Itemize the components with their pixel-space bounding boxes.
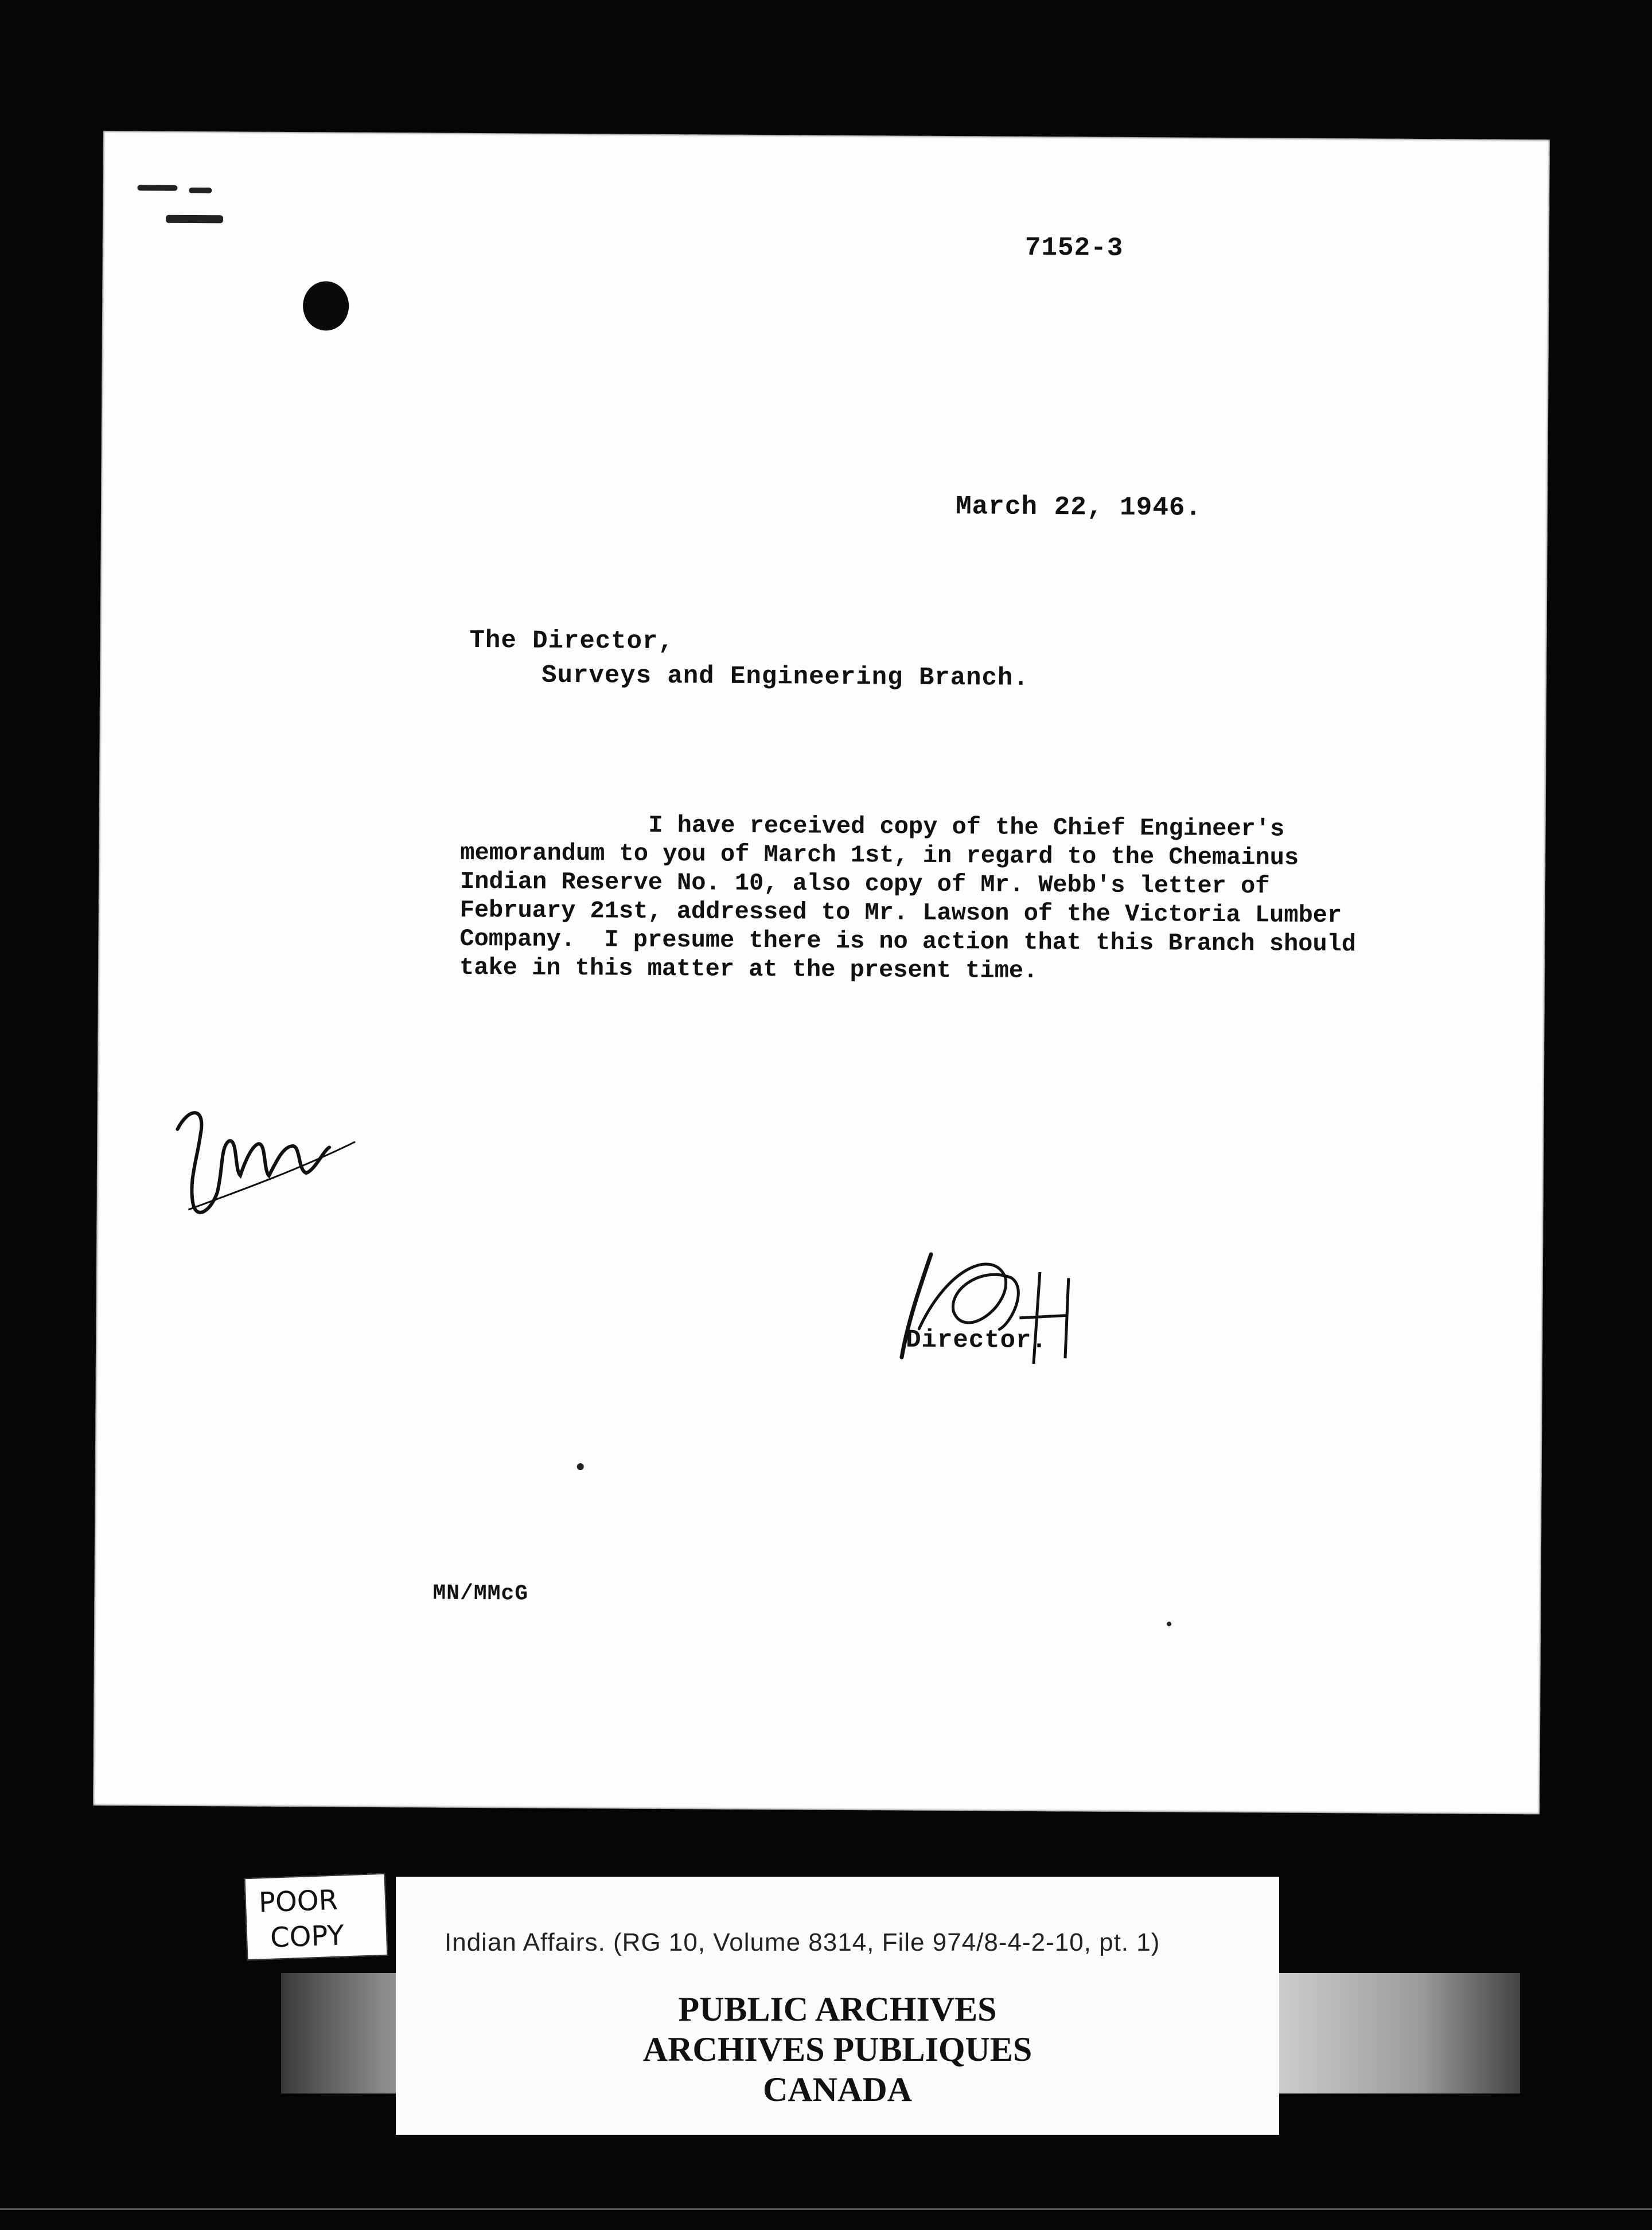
poor-copy-line1: POOR: [258, 1884, 338, 1919]
letter-body: [459, 810, 1424, 988]
body-line: February 21st, addressed to Mr. Lawson of the Victoria Lumber: [459, 896, 1342, 930]
handwritten-initials: [165, 1095, 372, 1234]
director-signature: [896, 1242, 1103, 1381]
ink-smudge: [189, 188, 212, 193]
ink-blot: [303, 281, 349, 330]
body-line: memorandum to you of March 1st, in regard to the Chemainus: [460, 839, 1299, 872]
addressee-title: The Director,: [469, 626, 674, 657]
ink-smudge: [137, 185, 177, 190]
archive-name-en: PUBLIC ARCHIVES: [678, 1990, 997, 2028]
archive-name: [396, 1989, 1279, 2110]
speck: [577, 1463, 584, 1470]
letter-date: March 22, 1946.: [955, 492, 1202, 523]
archive-country: CANADA: [763, 2071, 912, 2108]
poor-copy-stamp: [244, 1873, 388, 1960]
addressee-branch: Surveys and Engineering Branch.: [541, 661, 1029, 693]
body-line: Company. I presume there is no action that this Branch should: [459, 925, 1357, 958]
body-line: Indian Reserve No. 10, also copy of Mr. Webb's letter of: [459, 867, 1270, 900]
archive-label: [396, 1877, 1279, 2135]
file-number: 7152-3: [1024, 232, 1124, 263]
bottom-rule: [0, 2208, 1652, 2210]
letter-page: [93, 131, 1550, 1814]
speck: [1167, 1621, 1171, 1626]
poor-copy-line2: COPY: [270, 1919, 345, 1954]
ink-smudge: [166, 215, 223, 224]
reference-initials: MN/MMcG: [433, 1581, 529, 1607]
body-line: I have received copy of the Chief Engineer's: [460, 810, 1285, 843]
signature-title: Director.: [905, 1325, 1047, 1356]
archive-name-fr: ARCHIVES PUBLIQUES: [642, 2030, 1032, 2068]
body-line: take in this matter at the present time.: [459, 953, 1038, 985]
archive-citation: Indian Affairs. (RG 10, Volume 8314, File 974/8-4-2-10, pt. 1): [445, 1928, 1160, 1956]
